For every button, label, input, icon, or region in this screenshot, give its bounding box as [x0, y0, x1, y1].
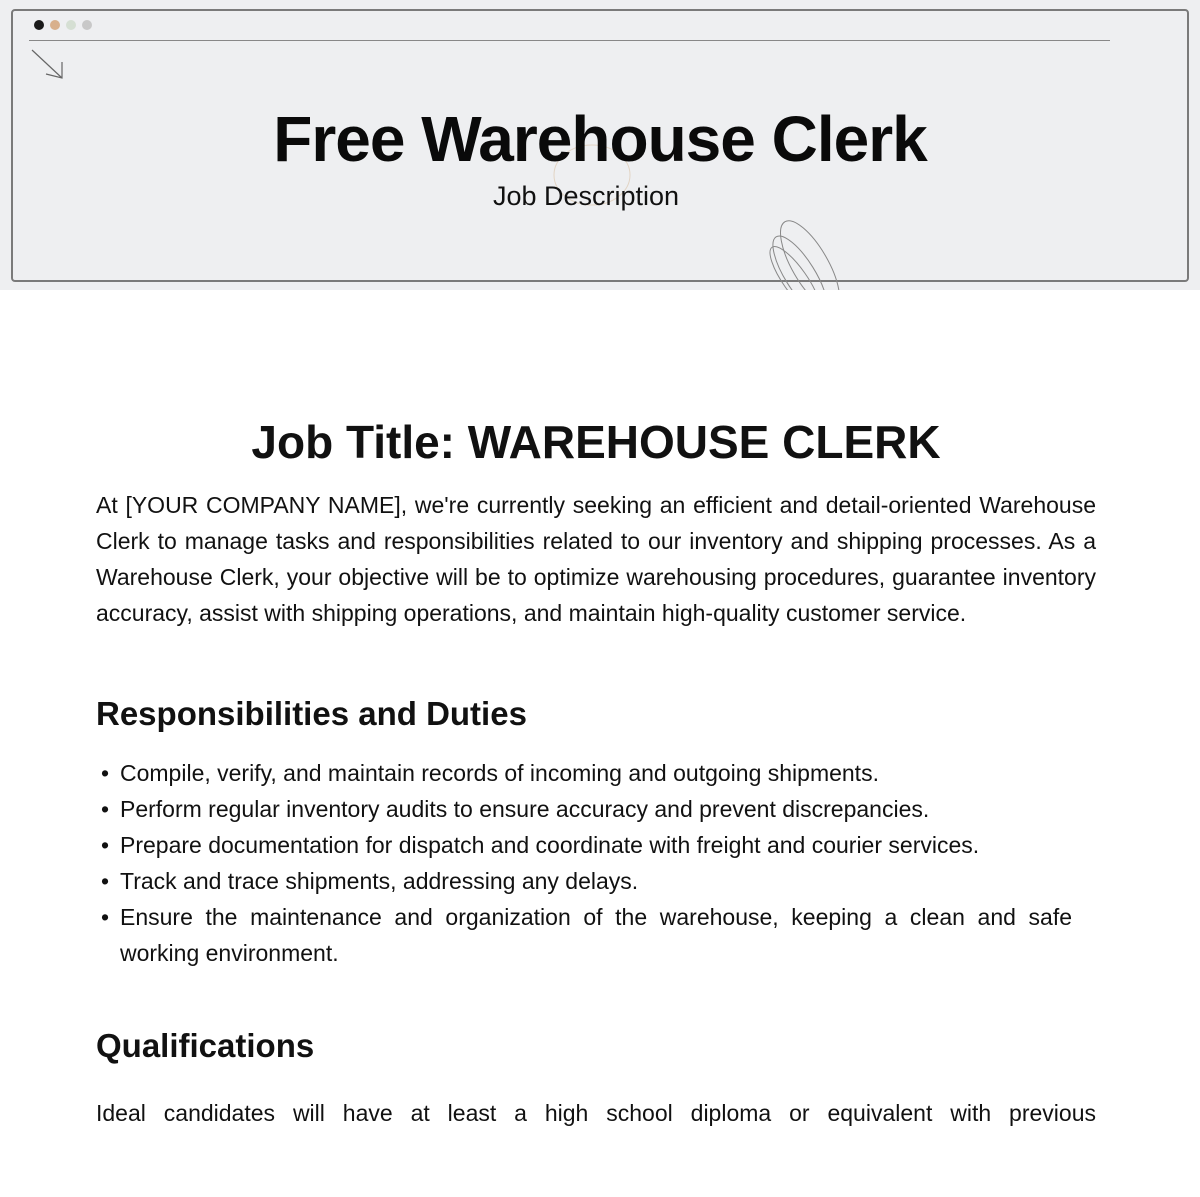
banner-subtitle: Job Description — [492, 181, 680, 211]
header-banner — [0, 0, 1200, 290]
scribble-doodle — [762, 213, 850, 290]
document-body — [96, 415, 1096, 1131]
banner-title: Free Warehouse Clerk — [273, 103, 927, 175]
intro-paragraph: At [YOUR COMPANY NAME], we're currently seeking an efficient and detail-oriented Warehouse Clerk to manage tasks and responsibilities related to our inventory and shipping processes. As a Warehouse Clerk, your objective will be to optimize warehousing procedures, guarantee inventory accuracy, assist with shipping operations, and maintain high-quality customer service. — [96, 492, 1096, 626]
list-item: • Perform regular inventory audits to ensure accuracy and prevent discrepancies. — [120, 791, 1072, 827]
job-title-heading: Job Title: WAREHOUSE CLERK — [251, 416, 941, 468]
responsibilities-heading: Responsibilities and Duties — [96, 695, 527, 732]
qualifications-heading: Qualifications — [96, 1027, 315, 1064]
responsibilities-list — [96, 755, 1096, 971]
qualifications-paragraph: Ideal candidates will have at least a high school diploma or equivalent with previous — [96, 1100, 1096, 1126]
list-item: • Compile, verify, and maintain records of incoming and outgoing shipments. — [120, 755, 1072, 791]
list-item: • Track and trace shipments, addressing any delays. — [120, 863, 1072, 899]
arrow-icon — [32, 50, 62, 78]
list-item: • Prepare documentation for dispatch and coordinate with freight and courier services. — [120, 827, 1072, 863]
list-item: • Ensure the maintenance and organization of the warehouse, keeping a clean and safe working environment. — [120, 899, 1072, 971]
